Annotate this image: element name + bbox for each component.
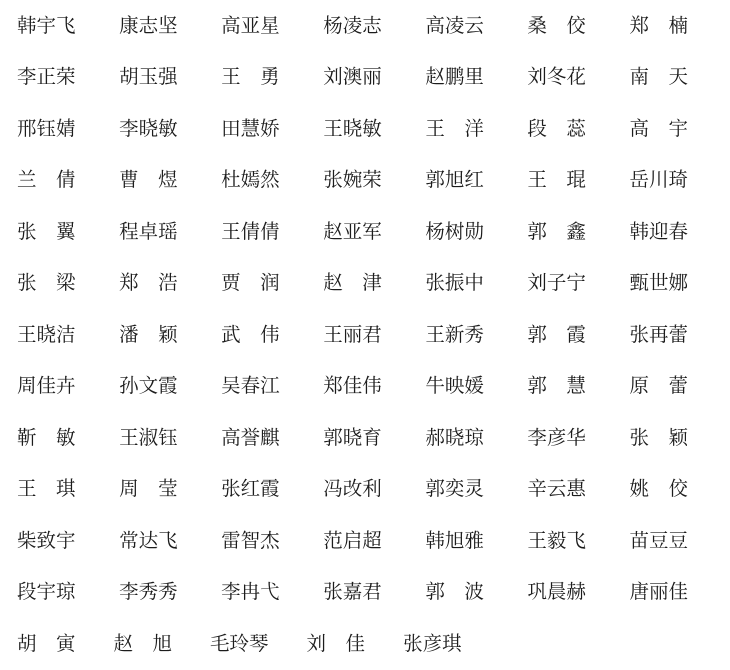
name-item: 郭 霞 [527,324,586,346]
name-item: 岳川琦 [629,170,688,192]
name-item: 潘 颖 [119,324,178,346]
name-item: 王 琪 [17,479,76,501]
name-item: 段 蕊 [527,118,586,140]
name-item: 冯改利 [323,479,382,501]
name-item: 牛映媛 [425,376,484,398]
name-item: 郭 波 [425,582,484,604]
name-item: 康志坚 [119,15,178,37]
name-item: 张 颖 [629,427,688,449]
name-item: 胡玉强 [119,67,178,89]
name-row [17,207,688,258]
name-item: 郭奕灵 [425,479,484,501]
name-item: 韩宇飞 [17,15,76,37]
name-item: 刘澳丽 [323,67,382,89]
name-item: 孙文霞 [119,376,178,398]
name-item: 刘 佳 [306,633,366,655]
name-row [17,155,688,206]
name-item: 杨树勋 [425,221,484,243]
name-item: 巩晨赫 [527,582,586,604]
name-item: 王晓洁 [17,324,76,346]
name-item: 兰 倩 [17,170,76,192]
name-item: 张再蕾 [629,324,688,346]
name-item: 胡 寅 [17,633,76,655]
name-item: 王毅飞 [527,530,586,552]
name-row [17,104,688,155]
name-item: 程卓瑶 [119,221,178,243]
name-item: 郑 浩 [119,273,178,295]
name-item: 张红霞 [221,479,280,501]
name-item: 姚 佼 [629,479,688,501]
name-item: 常达飞 [119,530,178,552]
name-item: 李正荣 [17,67,76,89]
name-item: 张振中 [425,273,484,295]
name-row [17,258,688,309]
name-item: 李晓敏 [119,118,178,140]
name-item: 苗豆豆 [629,530,688,552]
name-item: 吴春江 [221,376,280,398]
name-item: 刘子宁 [527,273,586,295]
name-item: 赵 津 [323,273,382,295]
name-item: 王新秀 [425,324,484,346]
name-item: 田慧娇 [221,118,280,140]
name-row [17,619,688,670]
name-row [17,310,688,361]
name-item: 李彦华 [527,427,586,449]
name-item: 赵鹏里 [425,67,484,89]
name-item: 邢钰婧 [17,118,76,140]
name-item: 王晓敏 [323,118,382,140]
name-item: 张婉荣 [323,170,382,192]
name-row [17,567,688,618]
name-item: 唐丽佳 [629,582,688,604]
name-row [17,1,688,52]
name-item: 王 勇 [221,67,280,89]
name-item: 韩迎春 [629,221,688,243]
name-item: 赵 旭 [113,633,173,655]
name-item: 高凌云 [425,15,484,37]
name-item: 高 宇 [629,118,688,140]
name-item: 李冉弋 [221,582,280,604]
name-item: 郑佳伟 [323,376,382,398]
name-item: 原 蕾 [629,376,688,398]
name-item: 周佳卉 [17,376,76,398]
name-item: 郭 慧 [527,376,586,398]
name-item: 郑 楠 [629,15,688,37]
name-item: 杨凌志 [323,15,382,37]
name-item: 段宇琼 [17,582,76,604]
name-item: 高亚星 [221,15,280,37]
name-item: 武 伟 [221,324,280,346]
name-item: 范启超 [323,530,382,552]
name-item: 桑 佼 [527,15,586,37]
name-item: 郭旭红 [425,170,484,192]
name-item: 贾 润 [221,273,280,295]
name-item: 周 莹 [119,479,178,501]
name-item: 张嘉君 [323,582,382,604]
name-item: 赵亚军 [323,221,382,243]
name-item: 曹 煜 [119,170,178,192]
name-item: 毛玲琴 [210,633,269,655]
name-item: 杜嫣然 [221,170,280,192]
name-row [17,413,688,464]
name-row [17,516,688,567]
name-item: 王淑钰 [119,427,178,449]
name-item: 李秀秀 [119,582,178,604]
name-item: 韩旭雅 [425,530,484,552]
name-item: 王 洋 [425,118,484,140]
name-item: 南 天 [629,67,688,89]
name-item: 张 翼 [17,221,76,243]
name-row [17,464,688,515]
name-item: 张 梁 [17,273,76,295]
name-item: 王 琨 [527,170,586,192]
name-item: 甄世娜 [629,273,688,295]
name-item: 靳 敏 [17,427,76,449]
name-item: 王丽君 [323,324,382,346]
name-item: 柴致宇 [17,530,76,552]
name-row [17,361,688,412]
name-item: 郭晓育 [323,427,382,449]
name-item: 王倩倩 [221,221,280,243]
name-item: 张彦琪 [403,633,462,655]
name-item: 雷智杰 [221,530,280,552]
name-item: 郭 鑫 [527,221,586,243]
name-row [17,52,688,103]
name-item: 刘冬花 [527,67,586,89]
name-item: 郝晓琼 [425,427,484,449]
name-item: 高誉麒 [221,427,280,449]
name-item: 辛云惠 [527,479,586,501]
